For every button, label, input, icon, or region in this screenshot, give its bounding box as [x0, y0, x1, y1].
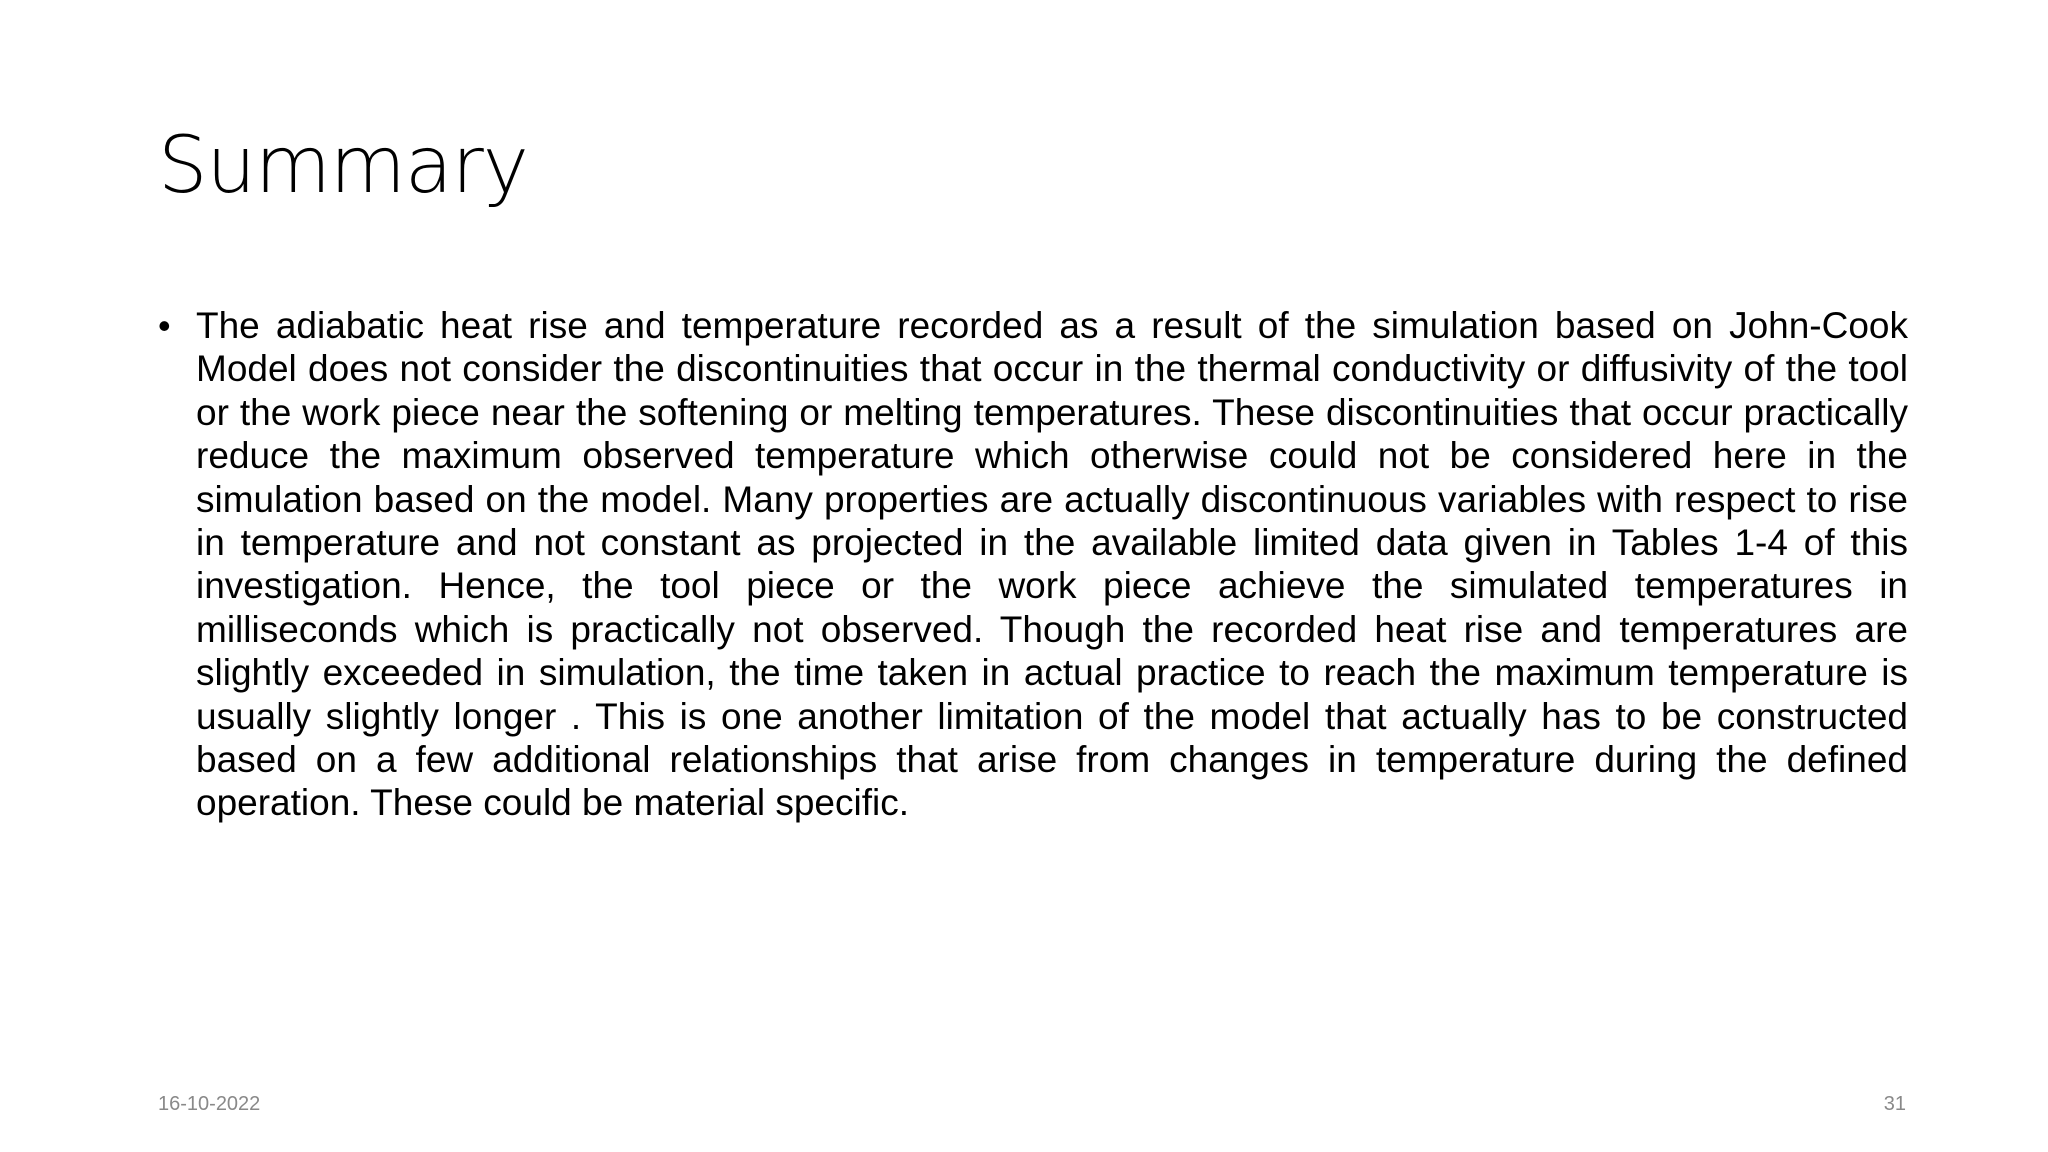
bullet-text: The adiabatic heat rise and temperature recorded as a result of the simulation based on John-Cook Model does not consider the discontinuities that occur in the thermal conductivity or diffusivity of the tool or the work piece near the softening or melting temperatures. These discontinuities that occur practically reduce the maximum observed temperature which otherwise could not be considered here in the simulation based on the model. Many properties are actually discontinuous variables with respect to rise in temperature and not constant as projected in the available limited data given in Tables 1-4 of this investigation. Hence, the tool piece or the work piece achieve the simulated temperatures in milliseconds which is practically not observed. Though the recorded heat rise and temperatures are slightly exceeded in simulation, the time taken in actual practice to reach the maximum temperature is usually slightly longer . This is one another limitation of the model that actually has to be constructed based on a few additional relationships that arise from changes in temperature during the defined operation. These could be material specific.	[196, 305, 1908, 824]
bullet-list	[156, 304, 1908, 825]
slide-number: 31	[1883, 1093, 1906, 1115]
footer-date: 16-10-2022	[158, 1093, 261, 1115]
slide-title: Summary	[158, 121, 528, 211]
list-item	[156, 304, 1908, 825]
bullet-icon: •	[158, 305, 171, 346]
